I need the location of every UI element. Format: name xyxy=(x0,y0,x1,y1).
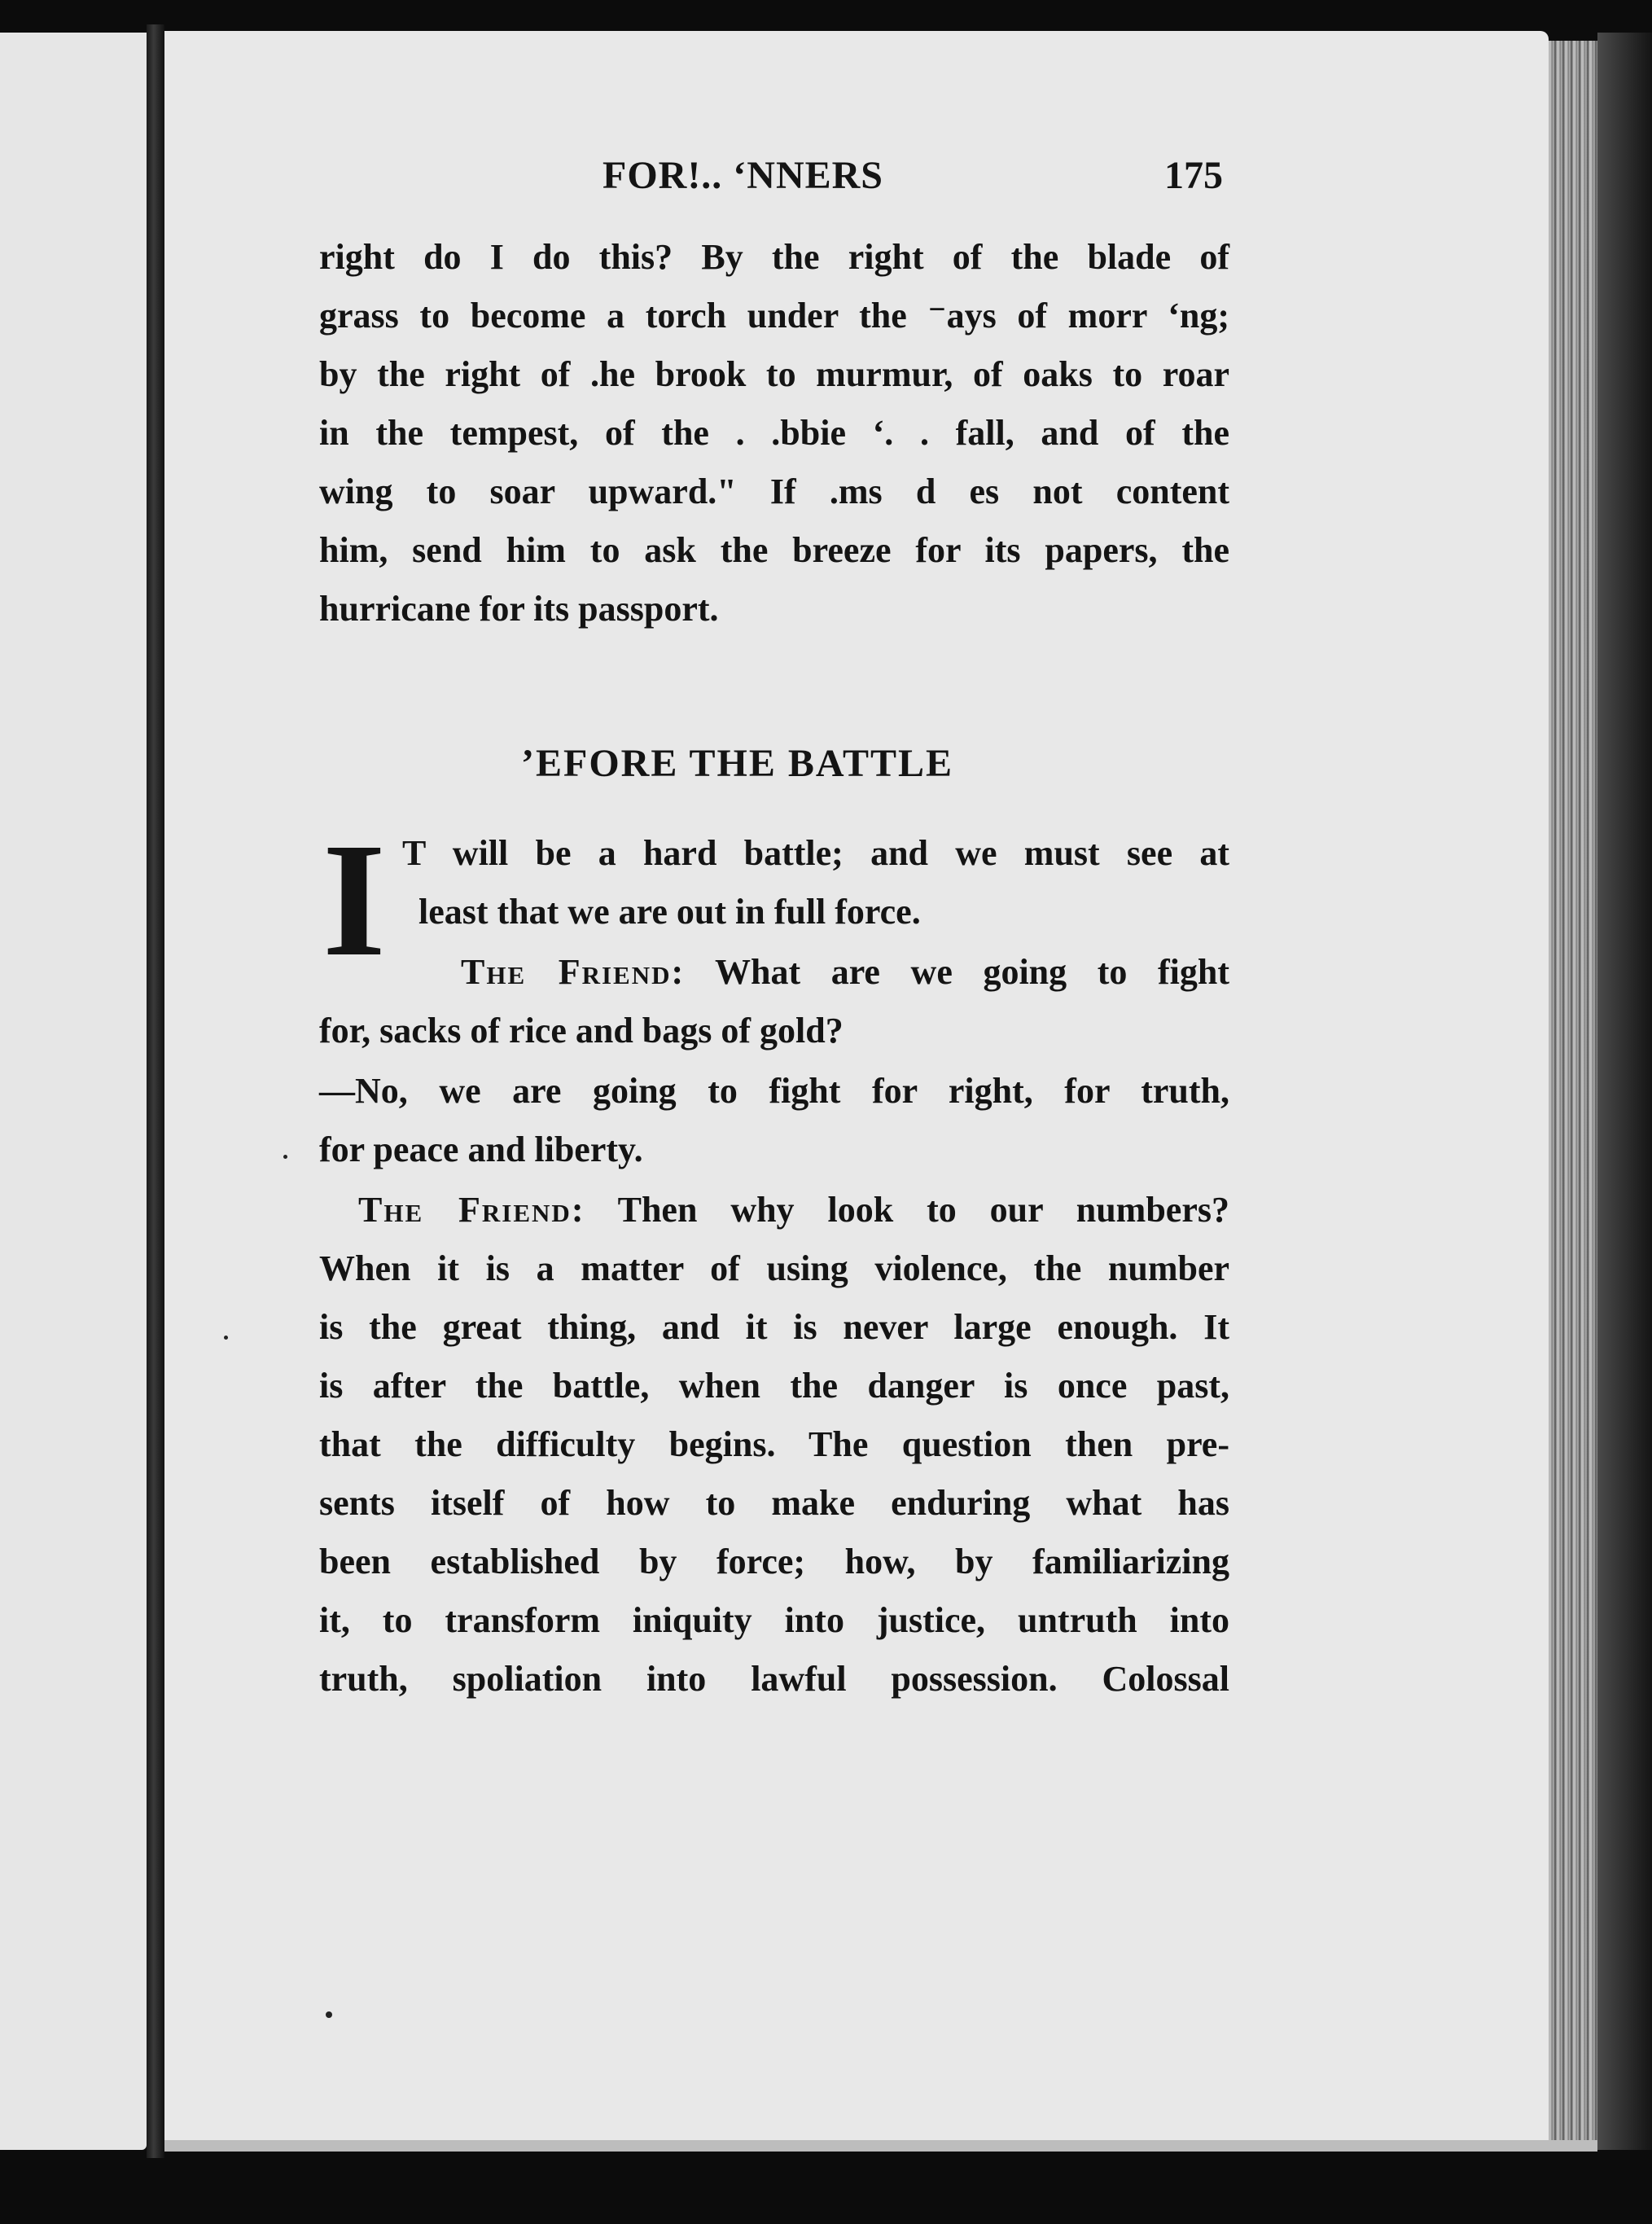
dialogue-line xyxy=(461,951,1229,993)
left-page-edge xyxy=(0,33,147,2150)
dialogue-text: Then why look to our numbers? xyxy=(617,1190,1229,1230)
text-line: right do I do this? By the right of the blade of xyxy=(319,237,1229,277)
text-line: been established by force; how, by familiarizing xyxy=(319,1542,1229,1581)
text-line: hurricane for its passport. xyxy=(319,589,719,629)
text-line: wing to soar upward." If .ms d es not content xyxy=(319,472,1229,511)
dialogue-line xyxy=(358,1189,1229,1230)
ink-speck xyxy=(224,1336,228,1340)
text-line: is after the battle, when the danger is once past, xyxy=(319,1366,1229,1406)
book-cover-edge xyxy=(1597,33,1652,2150)
text-line: is the great thing, and it is never large enough. It xyxy=(319,1307,1229,1347)
speaker-label: The Friend: xyxy=(358,1190,585,1230)
speaker-label: The Friend: xyxy=(461,952,686,992)
ink-speck xyxy=(326,2011,332,2018)
text-line: —No, we are going to fight for right, for truth, xyxy=(319,1071,1229,1111)
text-line: that the difficulty begins. The question then pre- xyxy=(319,1424,1229,1464)
text-line: for peace and liberty. xyxy=(319,1130,643,1169)
text-line: truth, spoliation into lawful possession. Colossal xyxy=(319,1659,1229,1699)
text-line: in the tempest, of the . .bbie ʻ. . fall, and of the xyxy=(319,413,1229,453)
ink-speck xyxy=(283,1155,287,1159)
section-heading: ʼEFORE THE BATTLE xyxy=(521,742,954,785)
text-line: least that we are out in full force. xyxy=(418,892,921,932)
text-line: grass to become a torch under the ⁻ays of morr ʻng; xyxy=(319,296,1229,336)
text-line: for, sacks of rice and bags of gold? xyxy=(319,1011,844,1051)
dialogue-text: What are we going to fight xyxy=(714,952,1229,992)
text-line: T will be a hard battle; and we must see at xyxy=(402,833,1229,873)
drop-cap: I xyxy=(322,810,386,990)
text-line: it, to transform iniquity into justice, untruth into xyxy=(319,1600,1229,1640)
page-bottom-edge xyxy=(164,2140,1597,2152)
book-gutter xyxy=(147,24,164,2158)
page-block-edge xyxy=(1549,41,1597,2142)
text-line: sents itself of how to make enduring what has xyxy=(319,1483,1229,1523)
page-number: 175 xyxy=(1164,154,1223,197)
running-header-title: FOR!.. ʻNNERS xyxy=(603,154,883,197)
text-line: When it is a matter of using violence, the number xyxy=(319,1248,1229,1288)
text-line: by the right of .he brook to murmur, of oaks to roar xyxy=(319,354,1229,394)
text-line: him, send him to ask the breeze for its papers, the xyxy=(319,530,1229,570)
